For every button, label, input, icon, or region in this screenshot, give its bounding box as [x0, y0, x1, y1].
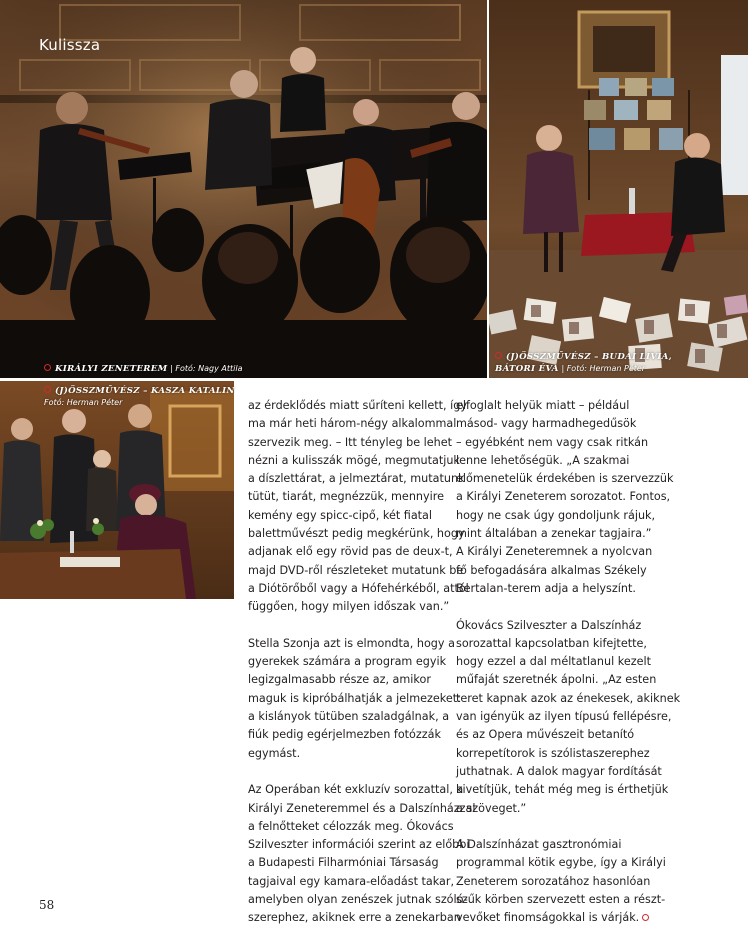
text-line: amelyben olyan zenészek jutnak szóló-: [248, 893, 468, 907]
text-line: legizgalmasabb része az, amikor: [248, 673, 431, 687]
duet-photo: [489, 0, 748, 378]
paragraph-gap: [248, 763, 475, 781]
text-line: hogy ezzel a dal méltatlanul kezelt: [456, 655, 651, 669]
text-line: tagjaival egy kamara-előadást takar,: [248, 874, 455, 888]
text-line: A Királyi Zeneteremnek a nyolcvan: [456, 545, 653, 559]
text-line: A Dalszínházat gasztronómiai: [456, 838, 622, 852]
paragraph-gap: [248, 617, 475, 635]
text-line: a díszlettárat, a jelmeztárat, mutatunk: [248, 472, 465, 486]
text-line: maguk is kipróbálhatják a jelmezeket:: [248, 691, 461, 705]
paragraph-gap: [456, 598, 680, 616]
caption-credit: Fotó: Herman Péter: [44, 398, 123, 407]
concert-caption: [44, 363, 243, 375]
text-line: függően, hogy milyen időszak van.”: [248, 600, 450, 614]
signing-caption: [44, 386, 235, 408]
text-line: – egyébként nem vagy csak ritkán: [456, 435, 649, 449]
text-line: fő befogadására alkalmas Székely: [456, 563, 647, 577]
section-label: Kulissza: [39, 36, 101, 54]
page-number: 58: [39, 898, 55, 912]
article-column-2: [456, 397, 680, 928]
text-line: balettművészt pedig megkérünk, hogy: [248, 527, 465, 541]
caption-title-line2: BÁTORI ÉVA: [495, 364, 559, 374]
text-line: a Királyi Zeneterem sorozatot. Fontos,: [456, 490, 671, 504]
end-mark-icon: [642, 914, 649, 921]
text-line: a Diótörőből vagy a Hófehérkéből, attól: [248, 581, 469, 595]
caption-credit: | Fotó: Nagy Attila: [170, 364, 243, 373]
text-line: sorozattal kapcsolatban kifejtette,: [456, 636, 647, 650]
text-line: a kislányok tütüben szaladgálnak, a: [248, 710, 450, 724]
text-line: Ókovács Szilveszter a Dalszínház: [456, 618, 642, 632]
text-line: Stella Szonja azt is elmondta, hogy a: [248, 636, 455, 650]
text-line: szűk körben szervezett esten a részt-: [456, 893, 666, 907]
text-line: Királyi Zeneteremmel és a Dalszínházzal: [248, 801, 476, 815]
text-line: szervezik meg. – Itt tényleg be lehet: [248, 435, 452, 449]
paragraph-gap: [456, 818, 680, 836]
duet-caption: [495, 352, 672, 375]
text-line: lenne lehetőségük. „A szakmai: [456, 453, 630, 467]
text-line: fiúk pedig egérjelmezben fotózzák: [248, 728, 441, 742]
text-line: Szilveszter információi szerint az előbbi: [248, 838, 470, 852]
text-line: elfoglalt helyük miatt – például: [456, 399, 630, 412]
caption-credit: | Fotó: Herman Péter: [561, 364, 646, 373]
text-line: kemény egy spicc-cipő, két fiatal: [248, 508, 433, 522]
bullet-icon: [44, 386, 51, 393]
text-line: egymást.: [248, 746, 301, 760]
text-line: Zeneterem sorozatához hasonlóan: [456, 874, 651, 888]
text-line: juthatnak. A dalok magyar fordítását: [456, 764, 662, 778]
text-line: Bertalan-terem adja a helyszínt.: [456, 581, 636, 595]
text-line: nézni a kulisszák mögé, megmutatjuk: [248, 453, 460, 467]
text-line: gyerekek számára a program egyik: [248, 655, 447, 669]
text-line: előmenetelük érdekében is szervezzük: [456, 472, 674, 486]
text-line: Az Operában két exkluzív sorozattal, a: [248, 783, 464, 797]
caption-title: (J)ÖSSZMŰVÉSZ – KASZA KATALIN: [55, 386, 235, 396]
text-line: a felnőtteket célozzák meg. Ókovács: [248, 819, 454, 833]
text-line: a Budapesti Filharmóniai Társaság: [248, 856, 439, 870]
text-line: majd DVD-ről részleteket mutatunk be: [248, 563, 464, 577]
text-line: tütüt, tiarát, megnézzük, mennyire: [248, 490, 444, 504]
text-line: hogy ne csak úgy gondoljunk rájuk,: [456, 508, 656, 522]
text-line: kivetítjük, tehát még meg is érthetjük: [456, 783, 669, 797]
caption-title: (J)ÖSSZMŰVÉSZ – BUDAI LÍVIA,: [506, 352, 672, 362]
caption-title: KIRÁLYI ZENETEREM: [55, 364, 168, 374]
text-line: korrepetítorok is szólistaszerephez: [456, 746, 650, 760]
bullet-icon: [44, 364, 51, 371]
concert-photo: [0, 0, 487, 378]
text-line: mint általában a zenekar tagjaira.”: [456, 527, 652, 541]
text-line: és az Opera művészeit betanító: [456, 728, 635, 742]
bullet-icon: [495, 352, 502, 359]
text-line: programmal kötik egybe, így a Királyi: [456, 856, 666, 870]
text-line: a szöveget.”: [456, 801, 527, 815]
text-line: vevőket finomságokkal is várják.: [456, 909, 680, 927]
text-line: szerephez, akiknek erre a zenekarban: [248, 911, 461, 925]
article-column-1: [248, 397, 475, 928]
text-line: van igényük az ilyen típusú fellépésre,: [456, 710, 672, 724]
text-line: másod- vagy harmadhegedűsök: [456, 417, 637, 431]
text-line: adjanak elő egy rövid pas de deux-t,: [248, 545, 453, 559]
text-line: műfaját szeretnék ápolni. „Az esten: [456, 673, 657, 687]
text-line: teret kapnak azok az énekesek, akiknek: [456, 691, 681, 705]
text-line: az érdeklődés miatt sűríteni kellett, így: [248, 399, 467, 412]
text-line: ma már heti három-négy alkalommal: [248, 417, 457, 431]
signing-photo: [0, 381, 234, 599]
